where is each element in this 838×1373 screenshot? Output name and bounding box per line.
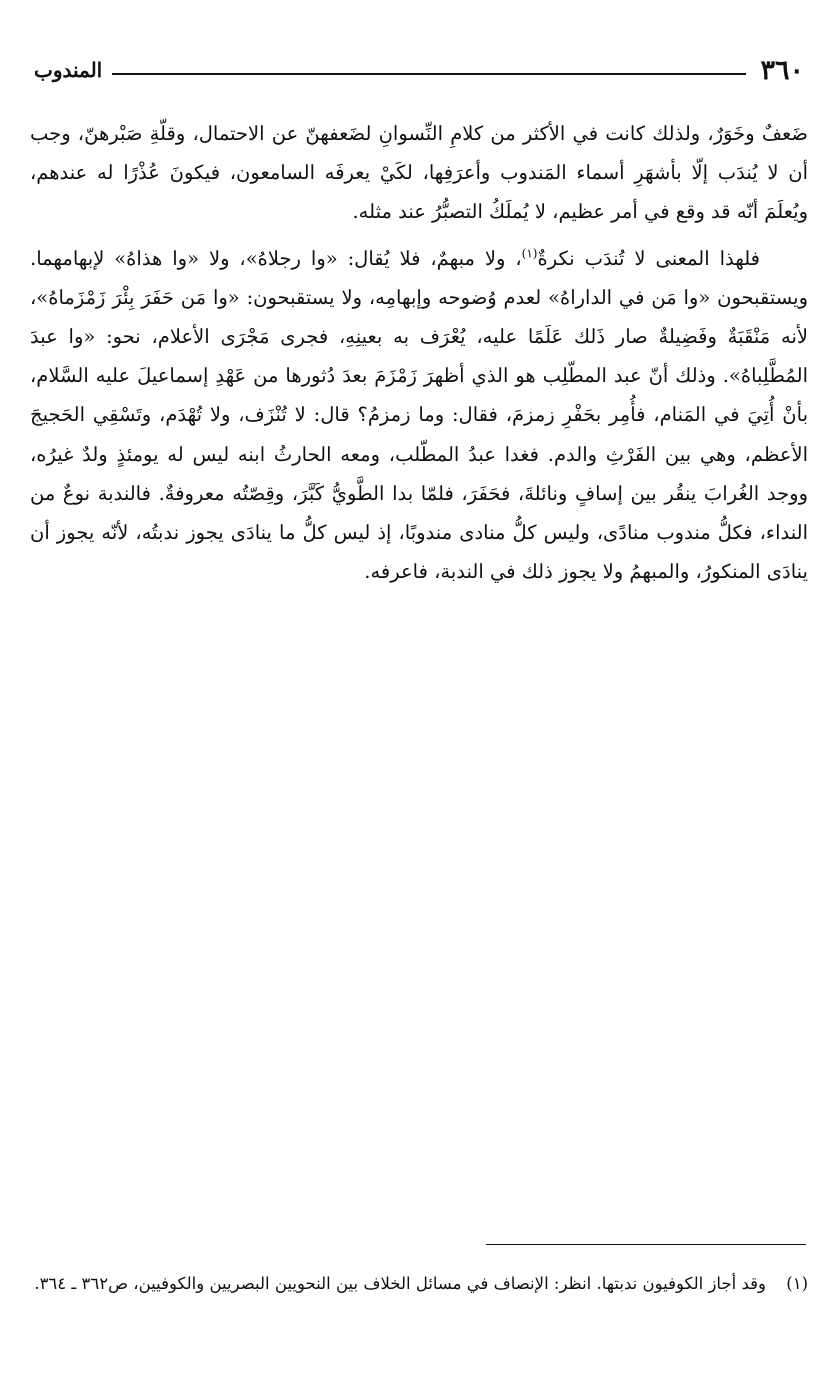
- paragraph-lead: فلهذا المعنى لا تُندَب نكرةٌ: [537, 246, 760, 270]
- page-number: ٣٦٠: [760, 54, 804, 86]
- paragraph-continuation: ، ولا مبهمٌ، فلا يُقال: «وا رجلاهُ»، ولا «وا هذاهُ» لإبهامهما. ويستقبحون «وا مَن في الداراهُ» لعدم وُضوحه وإبهامِه، ولا يستقبحون: «وا مَن حَفَرَ بِئْرَ زَمْزَماهُ»، لأنه مَنْقَبَةٌ وفَضِيلةٌ صار ذَلك عَلَمًا عليه، يُعْرَف به بعينِهِ، فجرى مَجْرَى الأعلام، نحو: «وا عبدَ المُطَّلِباهُ». وذلك أنّ عبد المطّلِب هو الذي أظهرَ زَمْزَمَ بعدَ دُثورها من عَهْدِ إسماعيلَ عليه السَّلام، بأنْ أُتِيَ في المَنام، فأُمِر بحَفْرِ زمزمَ، فقال: وما زمزمُ؟ قال: لا تُنْزَف، ولا تُهْدَم، وتَسْقِي الحَجيجَ الأعظم، وهي بين الفَرْثِ والدم. فغدا عبدُ المطّلب، ومعه الحارثُ ابنه ليس له يومئذٍ ولدٌ غيرُه، ووجد الغُرابَ ينقُر بين إسافٍ ونائلةَ، فحَفَرَ، فلمّا بدا الطَّويُّ كَبَّرَ، وقِصّتُه معروفةٌ. فالندبة نوعٌ من النداء، فكلُّ مندوب منادًى، وليس كلُّ منادى مندوبًا، إذ ليس كلُّ ما ينادَى يجوز ندبتُه، لأنّه يجوز أن ينادَى المنكورُ، والمبهمُ ولا يجوز ذلك في الندبة، فاعرفه.: [30, 246, 808, 584]
- paragraph: [30, 239, 808, 592]
- footnote-text: وقد أجاز الكوفيون ندبتها. انظر: الإنصاف في مسائل الخلاف بين النحويين البصريين والكوفيين، ص٣٦٢ ـ ٣٦٤.: [34, 1274, 766, 1293]
- footnote-separator: [486, 1244, 806, 1245]
- chapter-title: المندوب: [34, 58, 103, 82]
- footnote-reference[interactable]: (١): [521, 246, 538, 261]
- footnote: [30, 1266, 808, 1302]
- footnote-marker: (١): [786, 1274, 808, 1293]
- paragraph: ضَعفٌ وخَوَرٌ، ولذلك كانت في الأكثر من كلامِ النِّسوانِ لضَعفهنّ عن الاحتمال، وقلّةِ صَبْرهنّ، وجب أن لا يُندَب إلّا بأشهَرِ أسماء المَندوب وأعرَفِها، لكَيْ يعرفَه السامعون، فيكونَ عُذْرًا له عندهم، ويُعلَمَ أنّه قد وقع في أمر عظيم، لا يُملَكُ التصبُّرُ عند مثله.: [30, 122, 808, 224]
- running-header: [34, 50, 804, 90]
- main-text: [30, 114, 808, 598]
- header-rule: [112, 73, 746, 75]
- footnotes: [30, 1266, 808, 1302]
